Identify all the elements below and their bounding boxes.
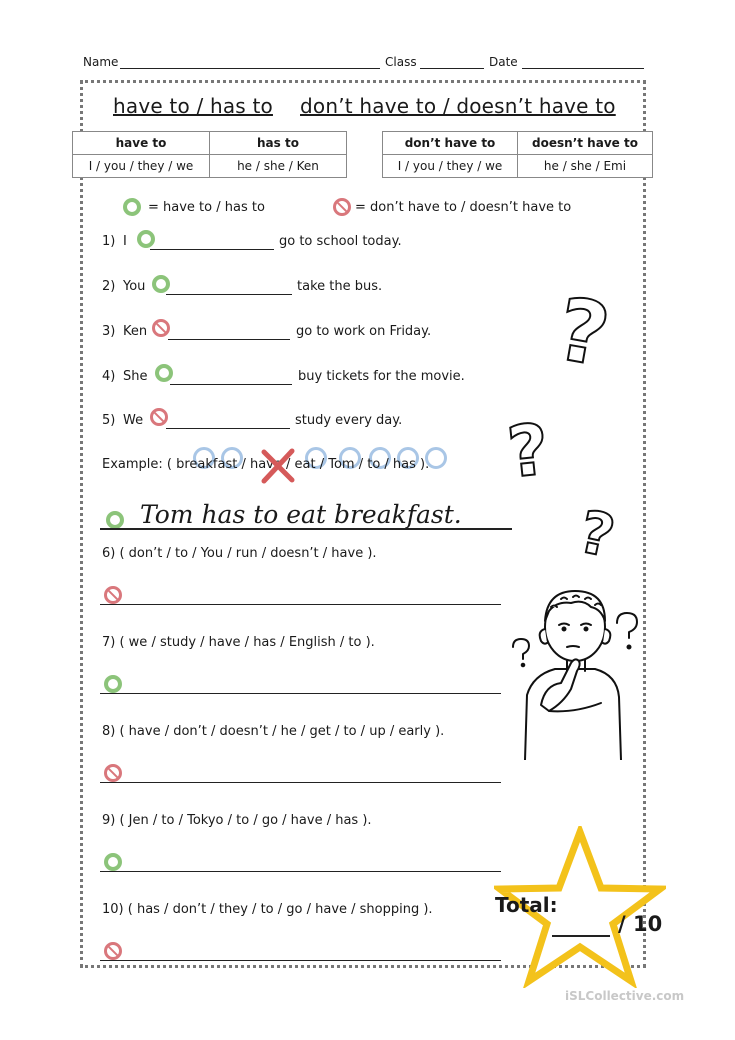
cross-mark-icon [258,446,298,486]
example-prompt: Example: ( breakfast / have / eat / Tom / to / has ). [102,457,430,472]
negative-circle-icon [104,586,122,604]
title-dont-have-to: don’t have to / doesn’t have to [300,94,616,118]
name-line[interactable] [120,68,380,69]
item-subject: We [123,413,144,428]
scrambled-prompt: 6) ( don’t / to / You / run / doesn’t / have ). [102,546,377,561]
question-mark-icon: ? [503,408,553,494]
question-mark-icon: ? [549,279,617,387]
positive-circle-icon [123,198,141,216]
negative-circle-icon [104,942,122,960]
item-number: 1) [102,234,116,249]
table-header: has to [210,132,347,155]
item-number: 4) [102,369,116,384]
answer-line[interactable] [100,604,501,605]
answer-blank[interactable] [166,294,292,295]
total-label: Total: [495,893,558,917]
item-number: 2) [102,279,116,294]
answer-blank[interactable] [166,428,290,429]
negative-circle-icon [104,764,122,782]
thinking-boy-illustration [505,585,645,760]
table-header: don’t have to [383,132,518,155]
negative-circle-icon [333,198,351,216]
table-cell: I / you / they / we [383,155,518,178]
class-label: Class [385,55,417,69]
table-cell: he / she / Emi [518,155,653,178]
negative-circle-icon [150,408,168,426]
scrambled-prompt: 10) ( has / don’t / they / to / go / have / shopping ). [102,902,433,917]
name-label: Name [83,55,119,69]
total-score-blank[interactable] [552,935,610,937]
item-number: 3) [102,324,116,339]
positive-circle-icon [155,364,173,382]
answer-blank[interactable] [150,249,274,250]
table-header: have to [73,132,210,155]
answer-line[interactable] [100,871,501,872]
answer-blank[interactable] [168,339,290,340]
have-to-table [72,131,347,178]
positive-circle-icon [104,675,122,693]
scrambled-prompt: 8) ( have / don’t / doesn’t / he / get / to / up / early ). [102,724,445,739]
watermark: iSLCollective.com [565,989,685,1003]
positive-circle-icon [106,511,124,529]
item-subject: Ken [123,324,148,339]
table-cell: he / she / Ken [210,155,347,178]
dont-have-to-table [382,131,653,178]
date-line[interactable] [522,68,644,69]
item-subject: She [123,369,148,384]
answer-line[interactable] [100,782,501,783]
example-answer: Tom has to eat breakfast. [140,500,462,529]
answer-line[interactable] [100,693,501,694]
scrambled-prompt: 9) ( Jen / to / Tokyo / to / go / have / has ). [102,813,372,828]
item-ending: study every day. [295,413,403,428]
question-mark-icon: ? [573,497,621,571]
positive-circle-icon [152,275,170,293]
item-ending: buy tickets for the movie. [298,369,465,384]
total-out-of: / 10 [618,912,663,936]
positive-circle-icon [104,853,122,871]
title-have-to: have to / has to [113,94,273,118]
date-label: Date [489,55,518,69]
positive-circle-icon [137,230,155,248]
answer-blank[interactable] [170,384,292,385]
table-header: doesn’t have to [518,132,653,155]
answer-line[interactable] [100,960,501,961]
item-subject: I [123,234,127,249]
item-subject: You [123,279,146,294]
legend-negative: = don’t have to / doesn’t have to [355,200,572,215]
item-ending: go to school today. [279,234,402,249]
class-line[interactable] [420,68,484,69]
item-ending: take the bus. [297,279,383,294]
example-answer-line [100,528,512,530]
table-cell: I / you / they / we [73,155,210,178]
scrambled-prompt: 7) ( we / study / have / has / English / to ). [102,635,375,650]
item-number: 5) [102,413,116,428]
item-ending: go to work on Friday. [296,324,432,339]
legend-positive: = have to / has to [148,200,265,215]
negative-circle-icon [152,319,170,337]
